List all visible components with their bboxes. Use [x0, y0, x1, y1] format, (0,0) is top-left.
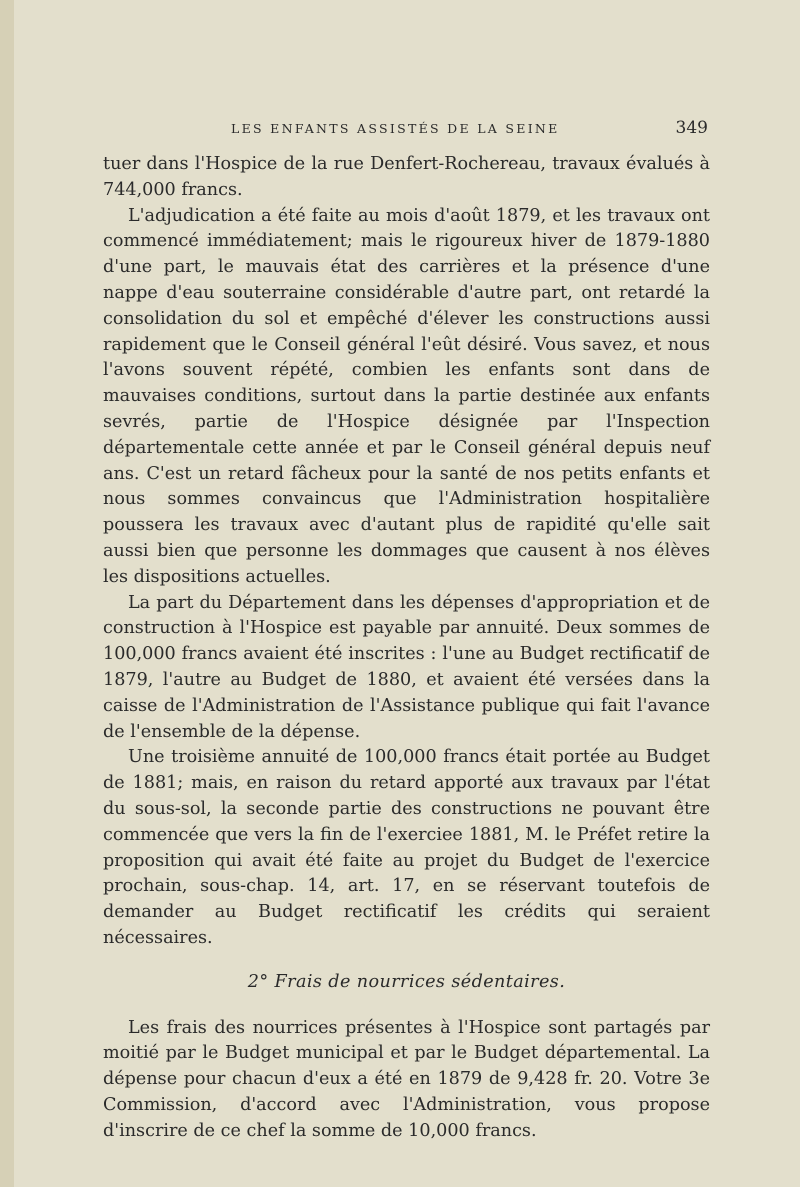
- running-head: [103, 118, 710, 142]
- body-text: [103, 152, 710, 1144]
- page-number: 349: [675, 118, 708, 138]
- paragraph-department-share: La part du Département dans les dépenses d'appropriation et de construction à l'Hospice est payable par annuité. Deux sommes de 100,000 francs avaient été inscrites : l'une au Budget rectificatif de 1879, l'autre au Budget de 1880, et avaient été versées dans la caisse de l'Administration de l'Assistance publique qui fait l'avance de l'ensemble de la dépense.: [103, 592, 710, 742]
- running-title: LES ENFANTS ASSISTÉS DE LA SEINE: [231, 121, 560, 136]
- paragraph-nurse-costs: Les frais des nourrices présentes à l'Hospice sont partagés par moitié par le Budget municipal et par le Budget départemental. La dépense pour chacun d'eux a été en 1879 de 9,428 fr. 20. Votre 3e Commission, d'accord avec l'Administration, vous propose d'inscrire de ce chef la somme de 10,000 francs.: [103, 1017, 710, 1141]
- paragraph-continuation: tuer dans l'Hospice de la rue Denfert-Rochereau, travaux évalués à 744,000 francs.: [103, 154, 710, 200]
- paragraph-third-annuity: Une troisième annuité de 100,000 francs était portée au Budget de 1881; mais, en raison du retard apporté aux travaux par l'état du sous-sol, la seconde partie des constructions ne pouvant être commencée que vers la fin de l'exerciee 1881, M. le Préfet retire la proposition qui avait été faite au projet du Budget de l'exercice prochain, sous-chap. 14, art. 17, en se réservant toutefois de demander au Budget rectificatif les crédits qui seraient nécessaires.: [103, 747, 710, 948]
- section-heading: 2° Frais de nourrices sédentaires.: [247, 971, 566, 992]
- page-edge-shadow: [0, 0, 14, 1187]
- paragraph-adjudication: L'adjudication a été faite au mois d'août 1879, et les travaux ont commencé immédiatement; mais le rigoureux hiver de 1879-1880 d'une part, le mauvais état des carrières et la présence d'une nappe d'eau souterraine considérable d'autre part, ont retardé la consolidation du sol et empêché d'élever les constructions aussi rapidement que le Conseil général l'eût désiré. Vous savez, et nous l'avons souvent répété, combien les enfants sont dans de mauvaises conditions, surtout dans la partie destinée aux enfants sevrés, partie de l'Hospice désignée par l'Inspection départementale cette année et par le Conseil général depuis neuf ans. C'est un retard fâcheux pour la santé de nos petits enfants et nous sommes convaincus que l'Administration hospitalière poussera les travaux avec d'autant plus de rapidité qu'elle sait aussi bien que personne les dommages que causent à nos élèves les dispositions actuelles.: [103, 205, 710, 587]
